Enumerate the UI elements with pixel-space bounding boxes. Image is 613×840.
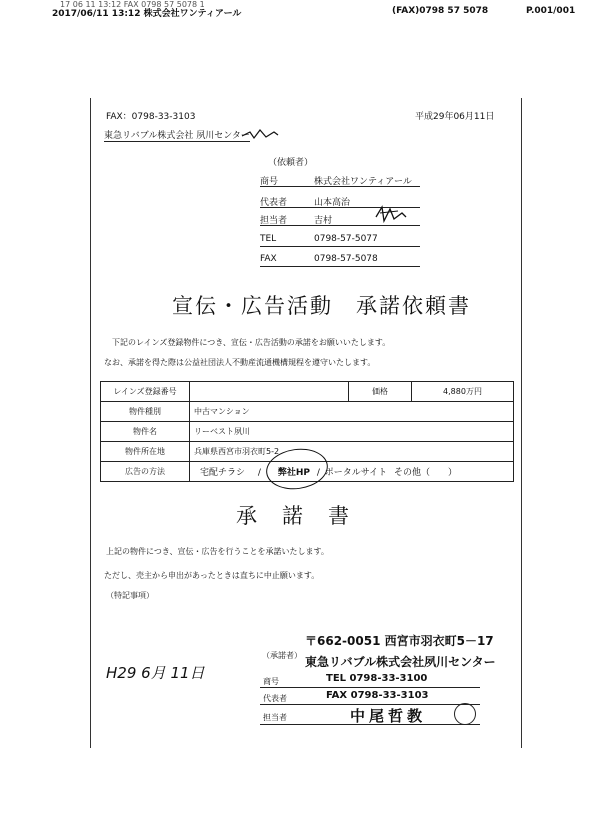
ad-method-other: その他（ ）: [394, 468, 458, 478]
requester-row-value: 0798-57-5078: [314, 254, 378, 264]
fax-number: (FAX)0798 57 5078: [392, 6, 489, 16]
ad-method-label: 広告の方法: [101, 462, 190, 482]
ad-method-flyer: 宅配チラシ: [200, 468, 246, 478]
intro-text-2: なお、承諾を得た際は公益社団法人不動産流通機構規程を遵守いたします。: [104, 358, 376, 367]
requester-row-line: [260, 246, 420, 247]
requester-row-line: [260, 186, 420, 187]
requester-row-label: TEL: [260, 234, 277, 244]
row-label: 物件種別: [101, 402, 190, 422]
row-value: 兵庫県西宮市羽衣町5-2: [190, 442, 514, 462]
requester-row-label: 商号: [260, 177, 279, 187]
approver-company: 東急リバブル株式会社夙川センター: [305, 655, 496, 669]
fax-tiny-header: 17 06 11 13:12 FAX 0798 57 5078 1: [60, 0, 205, 9]
special-note-label: （特記事項）: [106, 591, 154, 600]
signature-mark-recipient: [240, 126, 280, 142]
price-value: 4,880万円: [412, 382, 514, 402]
requester-row: [260, 234, 420, 244]
reins-label: レインズ登録番号: [101, 382, 190, 402]
letter-date: 平成29年06月11日: [415, 112, 495, 122]
approval-title: 承 諾 書: [236, 504, 351, 528]
document-title: 宣伝・広告活動 承諾依頼書: [172, 294, 471, 318]
approver-label: （承諾者）: [262, 651, 302, 660]
table-row: [101, 382, 514, 402]
approver-rep-label: 代表者: [263, 694, 287, 703]
personal-seal-icon: [454, 703, 476, 725]
approver-line: [260, 724, 480, 725]
row-label: 物件所在地: [101, 442, 190, 462]
requester-label: （依頼者）: [268, 158, 314, 168]
table-row: [101, 422, 514, 442]
signature-mark-requester: [372, 203, 408, 227]
approver-line: [260, 687, 480, 688]
reins-value: [190, 382, 349, 402]
approval-text-1: 上記の物件につき、宣伝・広告を行うことを承諾いたします。: [106, 547, 329, 556]
table-row: [101, 402, 514, 422]
approver-person-label: 担当者: [263, 713, 287, 722]
requester-row-line: [260, 266, 420, 267]
ad-methods: 宅配チラシ / 弊社HP / ポータルサイト その他（ ）: [190, 462, 514, 482]
requester-row-value: 吉村: [314, 216, 333, 226]
row-value: 中古マンション: [190, 402, 514, 422]
approver-company-label: 商号: [263, 677, 279, 686]
fax-to: FAX：0798-33-3103: [106, 112, 196, 122]
requester-row-value: 0798-57-5077: [314, 234, 378, 244]
handwritten-date: H29 6月 11日: [106, 664, 205, 682]
ad-method-portal: ポータルサイト: [324, 468, 388, 478]
requester-row: [260, 254, 420, 264]
approver-tel: TEL 0798-33-3100: [326, 673, 428, 684]
row-value: リーベスト夙川: [190, 422, 514, 442]
approver-person: 中尾哲教: [350, 707, 427, 725]
fax-page: P.001/001: [526, 6, 576, 16]
requester-row-label: FAX: [260, 254, 277, 264]
approver-fax: FAX 0798-33-3103: [326, 690, 429, 701]
ad-method-company-hp: 弊社HP: [277, 468, 310, 478]
approval-text-2: ただし、売主から申出があったときは直ちに中止願います。: [104, 571, 320, 580]
requester-row-value: 山本高治: [314, 198, 351, 208]
row-label: 物件名: [101, 422, 190, 442]
requester-row-value: 株式会社ワンティアール: [314, 177, 412, 187]
recipient: 東急リバブル株式会社 夙川センター: [104, 128, 250, 142]
fax-datetime: 2017/06/11 13:12 株式会社ワンティアール: [52, 9, 242, 19]
requester-row-label: 代表者: [260, 198, 288, 208]
requester-row-label: 担当者: [260, 216, 288, 226]
approver-address: 〒662-0051 西宮市羽衣町5－17: [305, 634, 494, 648]
price-label: 価格: [349, 382, 412, 402]
intro-text-1: 下記のレインズ登録物件につき、宣伝・広告活動の承諾をお願いいたします。: [112, 338, 391, 347]
